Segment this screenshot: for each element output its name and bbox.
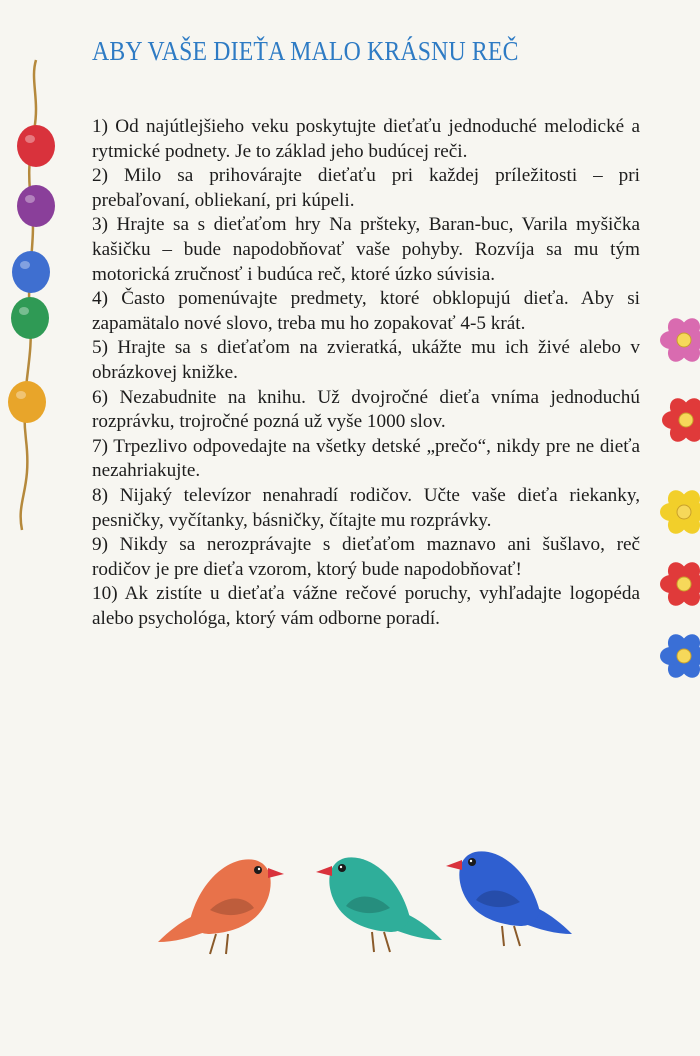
- flowers-decoration: [640, 300, 700, 720]
- tip-item: 3) Hrajte sa s dieťaťom hry Na pršteky, Baran-buc, Varila myšička kašičku – bude napodobňovať vaše pohyby. Rozvíja sa mu tým motorická zručnosť i budúca reč, ktoré úzko súvisia.: [92, 214, 640, 285]
- tip-item: 8) Nijaký televízor nenahradí rodičov. Učte vaše dieťa riekanky, pesničky, vyčítanky, básničky, čítajte mu rozprávky.: [92, 484, 640, 531]
- tip-item: 5) Hrajte sa s dieťaťom na zvieratká, ukážte mu ich živé alebo v obrázkovej knižke.: [92, 337, 640, 383]
- tip-item: 10) Ak zistíte u dieťaťa vážne rečové poruchy, vyhľadajte logopéda alebo psychológa, ktorý vám odborne poradí.: [92, 583, 640, 629]
- tip-item: 7) Trpezlivo odpovedajte na všetky detské „prečo“, nikdy pre ne dieťa nezahriakujte.: [92, 435, 640, 482]
- bird-icon: [446, 851, 572, 946]
- bead-icon: [11, 297, 49, 339]
- tips-list: [92, 115, 640, 631]
- bead-icon: [17, 185, 55, 227]
- flower-icon: [660, 559, 700, 610]
- flower-icon: [660, 631, 700, 682]
- flower-icon: [660, 487, 700, 538]
- birds-illustration: [140, 830, 590, 950]
- tip-item: 4) Často pomenúvajte predmety, ktoré obklopujú dieťa. Aby si zapamätalo nové slovo, treba mu ho zopakovať 4-5 krát.: [92, 288, 640, 334]
- bead-icon: [12, 251, 50, 293]
- bead-string-decoration: [0, 60, 60, 530]
- tip-item: 9) Nikdy sa nerozprávajte s dieťaťom maznavo ani šušlavo, reč rodičov je pre dieťa vzorom, ktorý bude napodobňovať!: [92, 534, 640, 580]
- flower-icon: [662, 395, 700, 446]
- bead-icon: [8, 381, 46, 423]
- bird-icon: [316, 857, 442, 952]
- flower-icon: [660, 315, 700, 366]
- tip-item: 1) Od najútlejšieho veku poskytujte dieťaťu jednoduché melodické a rytmické podnety. Je to základ jeho budúcej reči.: [92, 116, 640, 162]
- tip-item: 6) Nezabudnite na knihu. Už dvojročné dieťa vníma jednoduchú rozprávku, trojročné pozná už vyše 1000 slov.: [92, 386, 640, 433]
- bead-icon: [17, 125, 55, 167]
- page-title: ABY VAŠE DIEŤA MALO KRÁSNU REČ: [92, 36, 519, 66]
- tip-item: 2) Milo sa prihovárajte dieťaťu pri každej príležitosti – pri prebaľovaní, obliekaní, pri kúpeli.: [92, 165, 640, 211]
- bird-icon: [158, 859, 284, 954]
